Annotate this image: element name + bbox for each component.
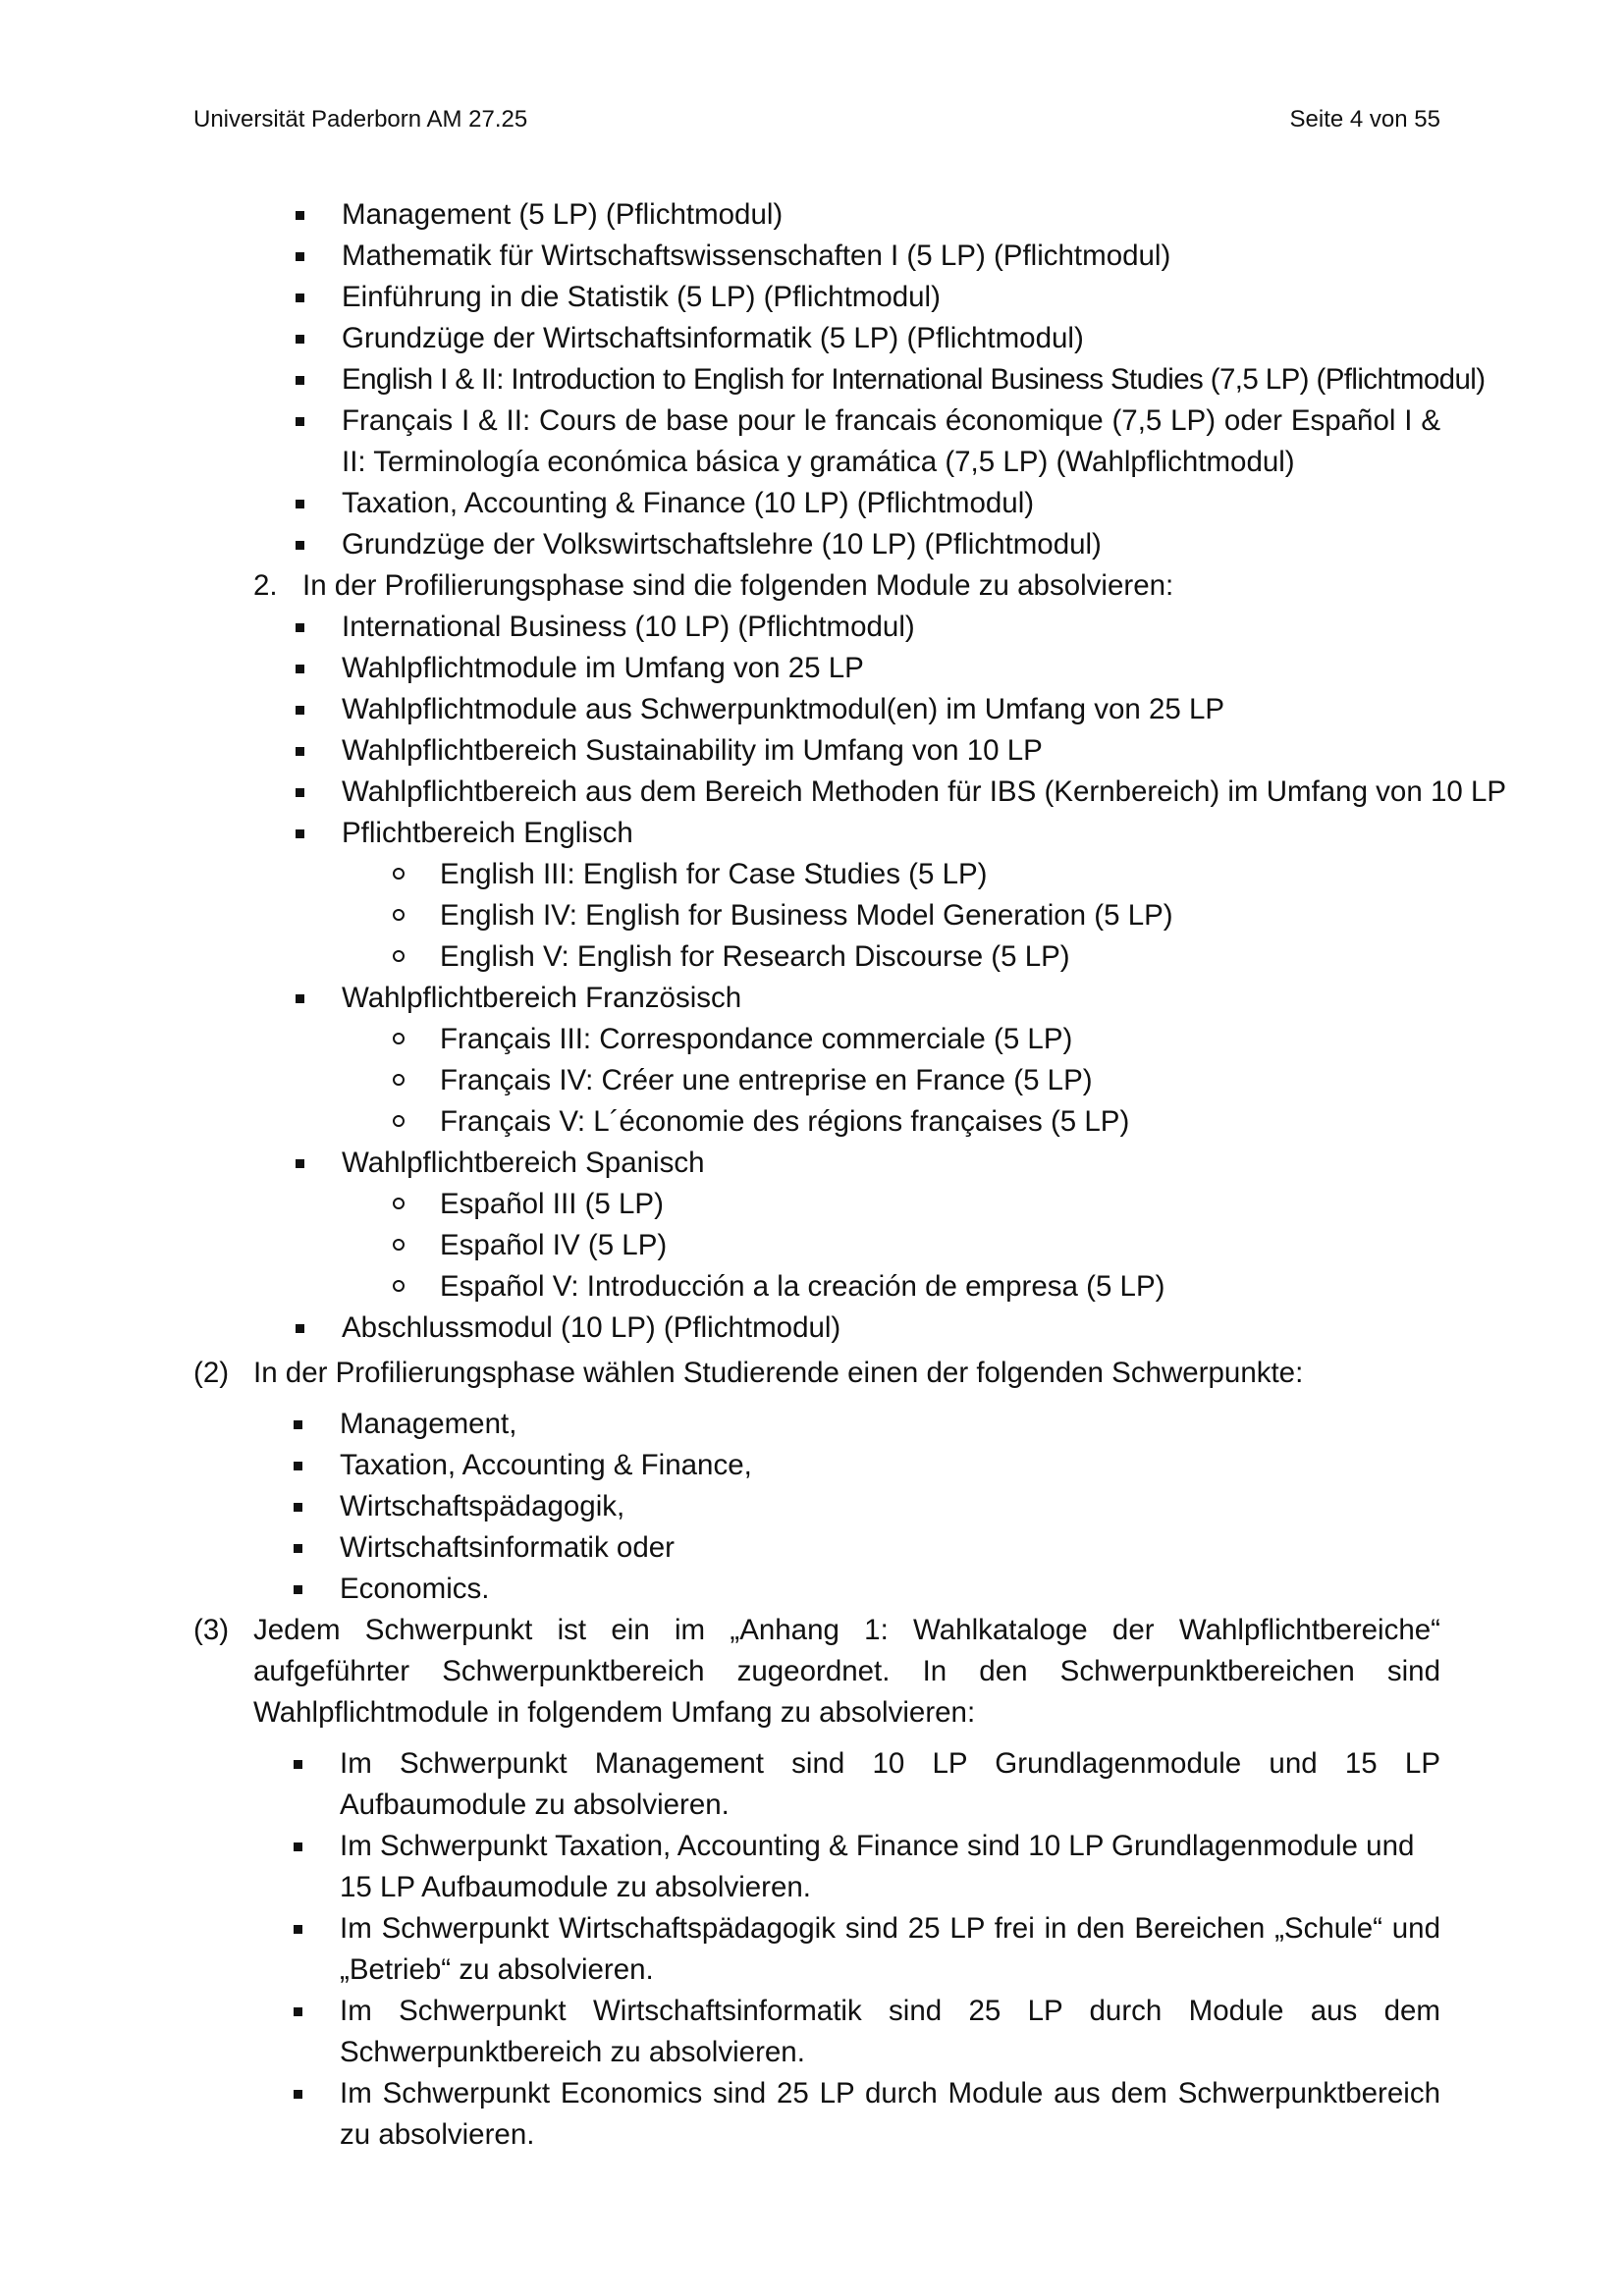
square-bullet-icon [296,829,304,838]
paragraph-2: (2) In der Profilierungsphase wählen Studierende einen der folgenden Schwerpunkte: [193,1357,1304,1389]
square-bullet-icon [296,788,304,797]
circle-bullet-icon [393,1115,405,1127]
list-item: Im Schwerpunkt Wirtschaftsinformatik sind 25 LP durch Module aus dem Schwerpunktbereich zu absolvieren. [193,1991,1440,2073]
list-item: English I & II: Introduction to English for International Business Studies (7,5 LP) (Pflichtmodul) [193,359,1440,400]
header-page-number: Seite 4 von 55 [1289,106,1440,133]
list-item: Management (5 LP) (Pflichtmodul) [193,194,1440,236]
square-bullet-icon [294,2007,302,2016]
square-bullet-icon [294,1760,302,1769]
square-bullet-icon [294,2090,302,2099]
list-item: International Business (10 LP) (Pflichtmodul) [193,607,1440,648]
list-item: Management, [193,1404,1440,1445]
list-item: Français I & II: Cours de base pour le francais économique (7,5 LP) oder Español I & II: Terminología económica básica y gramática (7,5 LP) (Wahlpflichtmodul) [193,400,1440,483]
circle-bullet-icon [393,1239,405,1251]
square-bullet-icon [294,1842,302,1851]
square-bullet-icon [294,1925,302,1934]
list-item: Wirtschaftspädagogik, [193,1486,1440,1527]
paragraph-3: (3) Jedem Schwerpunkt ist ein im „Anhang 1: Wahlkataloge der Wahlpflichtbereiche“ aufgeführter Schwerpunktbereich zugeordnet. In den Schwerpunktbereichen sind Wahlpflichtmodule in folgendem Umfang zu absolvieren: [193,1614,1440,1729]
sub-list-item: English V: English for Research Discourse (5 LP) [193,936,1440,978]
sub-list-item: Español III (5 LP) [193,1184,1440,1225]
square-bullet-icon [296,211,304,220]
list-item: Pflichtbereich Englisch [193,813,1440,854]
list-item: Wahlpflichtmodule im Umfang von 25 LP [193,648,1440,689]
circle-bullet-icon [393,1033,405,1044]
square-bullet-icon [296,706,304,715]
square-bullet-icon [296,1159,304,1168]
list-item: Economics. [193,1569,1440,1610]
list-item: Taxation, Accounting & Finance (10 LP) (Pflichtmodul) [193,483,1440,524]
circle-bullet-icon [393,1074,405,1086]
circle-bullet-icon [393,1198,405,1209]
square-bullet-icon [296,1324,304,1333]
list-item: Mathematik für Wirtschaftswissenschaften I (5 LP) (Pflichtmodul) [193,236,1440,277]
circle-bullet-icon [393,868,405,880]
square-bullet-icon [296,747,304,756]
square-bullet-icon [294,1462,302,1470]
square-bullet-icon [296,623,304,632]
list-item: Wahlpflichtbereich Spanisch [193,1143,1440,1184]
square-bullet-icon [296,500,304,508]
list-item: Wahlpflichtbereich Sustainability im Umfang von 10 LP [193,730,1440,772]
square-bullet-icon [296,335,304,344]
square-bullet-icon [294,1503,302,1512]
square-bullet-icon [296,541,304,550]
list-item: Wahlpflichtbereich aus dem Bereich Methoden für IBS (Kernbereich) im Umfang von 10 LP [193,772,1440,813]
list-item: Im Schwerpunkt Management sind 10 LP Grundlagenmodule und 15 LP Aufbaumodule zu absolvieren. [193,1743,1440,1826]
circle-bullet-icon [393,909,405,921]
list-item: Grundzüge der Wirtschaftsinformatik (5 LP) (Pflichtmodul) [193,318,1440,359]
square-bullet-icon [296,665,304,673]
circle-bullet-icon [393,1280,405,1292]
sub-list-item: Français III: Correspondance commerciale (5 LP) [193,1019,1440,1060]
list-item: Im Schwerpunkt Taxation, Accounting & Finance sind 10 LP Grundlagenmodule und 15 LP Aufbaumodule zu absolvieren. [193,1826,1440,1908]
document-body [193,194,1507,2156]
square-bullet-icon [296,994,304,1003]
sub-list-item: Français V: L´économie des régions françaises (5 LP) [193,1101,1440,1143]
list-item: Wahlpflichtmodule aus Schwerpunktmodul(en) im Umfang von 25 LP [193,689,1440,730]
square-bullet-icon [296,252,304,261]
list-item: Im Schwerpunkt Economics sind 25 LP durch Module aus dem Schwerpunktbereich zu absolvieren. [193,2073,1440,2156]
list-item: Wirtschaftsinformatik oder [193,1527,1440,1569]
square-bullet-icon [296,294,304,302]
circle-bullet-icon [393,950,405,962]
square-bullet-icon [296,417,304,426]
list-item: Im Schwerpunkt Wirtschaftspädagogik sind 25 LP frei in den Bereichen „Schule“ und „Betrieb“ zu absolvieren. [193,1908,1440,1991]
list-item: Taxation, Accounting & Finance, [193,1445,1440,1486]
square-bullet-icon [294,1544,302,1553]
sub-list-item: Français IV: Créer une entreprise en France (5 LP) [193,1060,1440,1101]
square-bullet-icon [294,1585,302,1594]
square-bullet-icon [296,376,304,385]
sub-list-item: English III: English for Case Studies (5 LP) [193,854,1440,895]
list-item: Wahlpflichtbereich Französisch [193,978,1440,1019]
numbered-item: 2. In der Profilierungsphase sind die folgenden Module zu absolvieren: [253,569,1174,602]
list-item: Einführung in die Statistik (5 LP) (Pflichtmodul) [193,277,1440,318]
list-item: Abschlussmodul (10 LP) (Pflichtmodul) [193,1308,1440,1349]
list-item: Grundzüge der Volkswirtschaftslehre (10 LP) (Pflichtmodul) [193,524,1440,565]
sub-list-item: Español V: Introducción a la creación de empresa (5 LP) [193,1266,1440,1308]
sub-list-item: English IV: English for Business Model Generation (5 LP) [193,895,1440,936]
header-document-title: Universität Paderborn AM 27.25 [193,106,528,133]
square-bullet-icon [294,1420,302,1429]
sub-list-item: Español IV (5 LP) [193,1225,1440,1266]
